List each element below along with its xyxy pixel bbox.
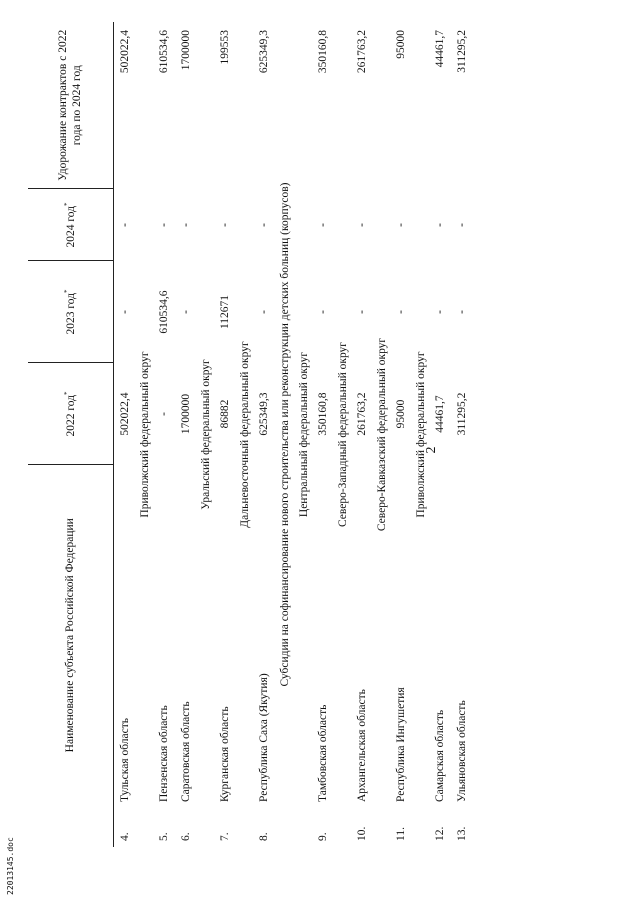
value-2023: - <box>456 310 468 314</box>
document-code: 22013145.doc <box>6 837 15 895</box>
section-title: Субсидии на софинансирование нового строительства или реконструкции детских больниц (корпусов) <box>279 182 291 687</box>
subject-name: Тамбовская область <box>317 704 329 802</box>
subject-name: Самарская область <box>434 709 446 802</box>
table-row <box>175 22 197 847</box>
row-number: 6. <box>180 832 192 841</box>
value-increase: 1700000 <box>180 30 192 71</box>
value-2024: - <box>356 223 368 227</box>
value-2023: - <box>258 310 270 314</box>
district-name: Дальневосточный федеральный округ <box>238 341 251 528</box>
subject-name: Саратовская область <box>180 701 192 802</box>
district-name: Уральский федеральный округ <box>199 359 212 510</box>
value-2024: - <box>395 223 407 227</box>
value-2024: - <box>158 223 170 227</box>
value-2022: 1700000 <box>180 393 192 435</box>
district-row <box>412 22 429 847</box>
value-2022: 502022,4 <box>119 392 131 436</box>
header-2022-asterisk: * <box>62 391 71 395</box>
table-row <box>253 22 275 847</box>
value-2022: 350160,8 <box>317 392 329 436</box>
value-increase: 610534,6 <box>158 30 170 74</box>
subject-name: Пензенская область <box>158 705 170 802</box>
district-row <box>236 22 253 847</box>
district-name: Центральный федеральный округ <box>297 351 310 518</box>
value-2022: 44461,7 <box>434 395 446 433</box>
header-2022-label: 2022 год <box>64 394 77 437</box>
header-2023-label: 2023 год <box>64 292 77 335</box>
row-number: 5. <box>158 832 170 841</box>
header-subject: Наименование субъекта Российской Федерации <box>28 465 114 805</box>
page-number: 2 <box>424 446 439 454</box>
value-increase: 261763,2 <box>356 30 368 74</box>
table-row <box>429 22 451 847</box>
row-number: 12. <box>434 826 446 841</box>
header-2024-asterisk: * <box>62 202 71 206</box>
value-2023: 610534,6 <box>158 290 170 334</box>
value-2023: - <box>356 310 368 314</box>
header-2022 <box>28 363 114 465</box>
contracts-table <box>28 22 473 847</box>
table-row <box>351 22 373 847</box>
row-number: 4. <box>119 832 131 841</box>
row-number: 10. <box>356 826 368 841</box>
value-2023: - <box>395 310 407 314</box>
header-number <box>28 805 114 847</box>
row-number: 8. <box>258 832 270 841</box>
value-increase: 311295,2 <box>456 30 468 73</box>
district-name: Приволжский федеральный округ <box>138 351 151 518</box>
value-2024: - <box>317 223 329 227</box>
table-body <box>114 22 474 847</box>
table-header-row <box>28 22 114 847</box>
value-2022: 86882 <box>219 399 231 429</box>
district-row <box>373 22 390 847</box>
header-2024 <box>28 189 114 261</box>
district-row <box>295 22 312 847</box>
subject-name: Ульяновская область <box>456 700 468 802</box>
value-increase: 199553 <box>219 30 231 65</box>
value-2022: 625349,3 <box>258 392 270 436</box>
table-row <box>312 22 334 847</box>
value-2023: - <box>180 310 192 314</box>
value-2024: - <box>258 223 270 227</box>
value-2022: 261763,2 <box>356 392 368 436</box>
value-2024: - <box>119 223 131 227</box>
subject-name: Тульская область <box>119 718 131 802</box>
subject-name: Курганская область <box>219 706 231 802</box>
table-row <box>114 22 137 847</box>
value-2023: - <box>119 310 131 314</box>
value-increase: 44461,7 <box>434 30 446 68</box>
district-row <box>136 22 153 847</box>
value-2024: - <box>219 223 231 227</box>
district-name: Приволжский федеральный округ <box>414 351 427 518</box>
subject-name: Республика Саха (Якутия) <box>258 673 270 802</box>
table-row <box>214 22 236 847</box>
table-row <box>390 22 412 847</box>
district-row <box>334 22 351 847</box>
row-number: 11. <box>395 827 407 841</box>
value-2024: - <box>456 223 468 227</box>
value-increase: 95000 <box>395 30 407 59</box>
header-2023 <box>28 261 114 363</box>
value-2022: 311295,2 <box>456 392 468 436</box>
table-row <box>451 22 473 847</box>
row-number: 9. <box>317 832 329 841</box>
district-row <box>197 22 214 847</box>
value-increase: 350160,8 <box>317 30 329 74</box>
row-number: 13. <box>456 826 468 841</box>
table-row <box>153 22 175 847</box>
district-name: Северо-Западный федеральный округ <box>336 341 349 528</box>
value-2023: - <box>317 310 329 314</box>
value-2023: 112671 <box>219 294 231 330</box>
row-number: 7. <box>219 832 231 841</box>
district-name: Северо-Кавказский федеральный округ <box>375 337 388 532</box>
value-increase: 625349,3 <box>258 30 270 74</box>
value-2023: - <box>434 310 446 314</box>
value-2022: - <box>158 412 170 416</box>
section-row <box>275 22 295 847</box>
subject-name: Республика Ингушетия <box>395 687 407 802</box>
value-2024: - <box>180 223 192 227</box>
subject-name: Архангельская область <box>356 689 368 802</box>
value-increase: 502022,4 <box>119 30 131 74</box>
header-2023-asterisk: * <box>62 289 71 293</box>
header-increase: Удорожание контрактов с 2022 года по 2024 год <box>28 22 114 189</box>
header-2024-label: 2024 год <box>64 205 77 248</box>
value-2024: - <box>434 223 446 227</box>
value-2022: 95000 <box>395 399 407 429</box>
